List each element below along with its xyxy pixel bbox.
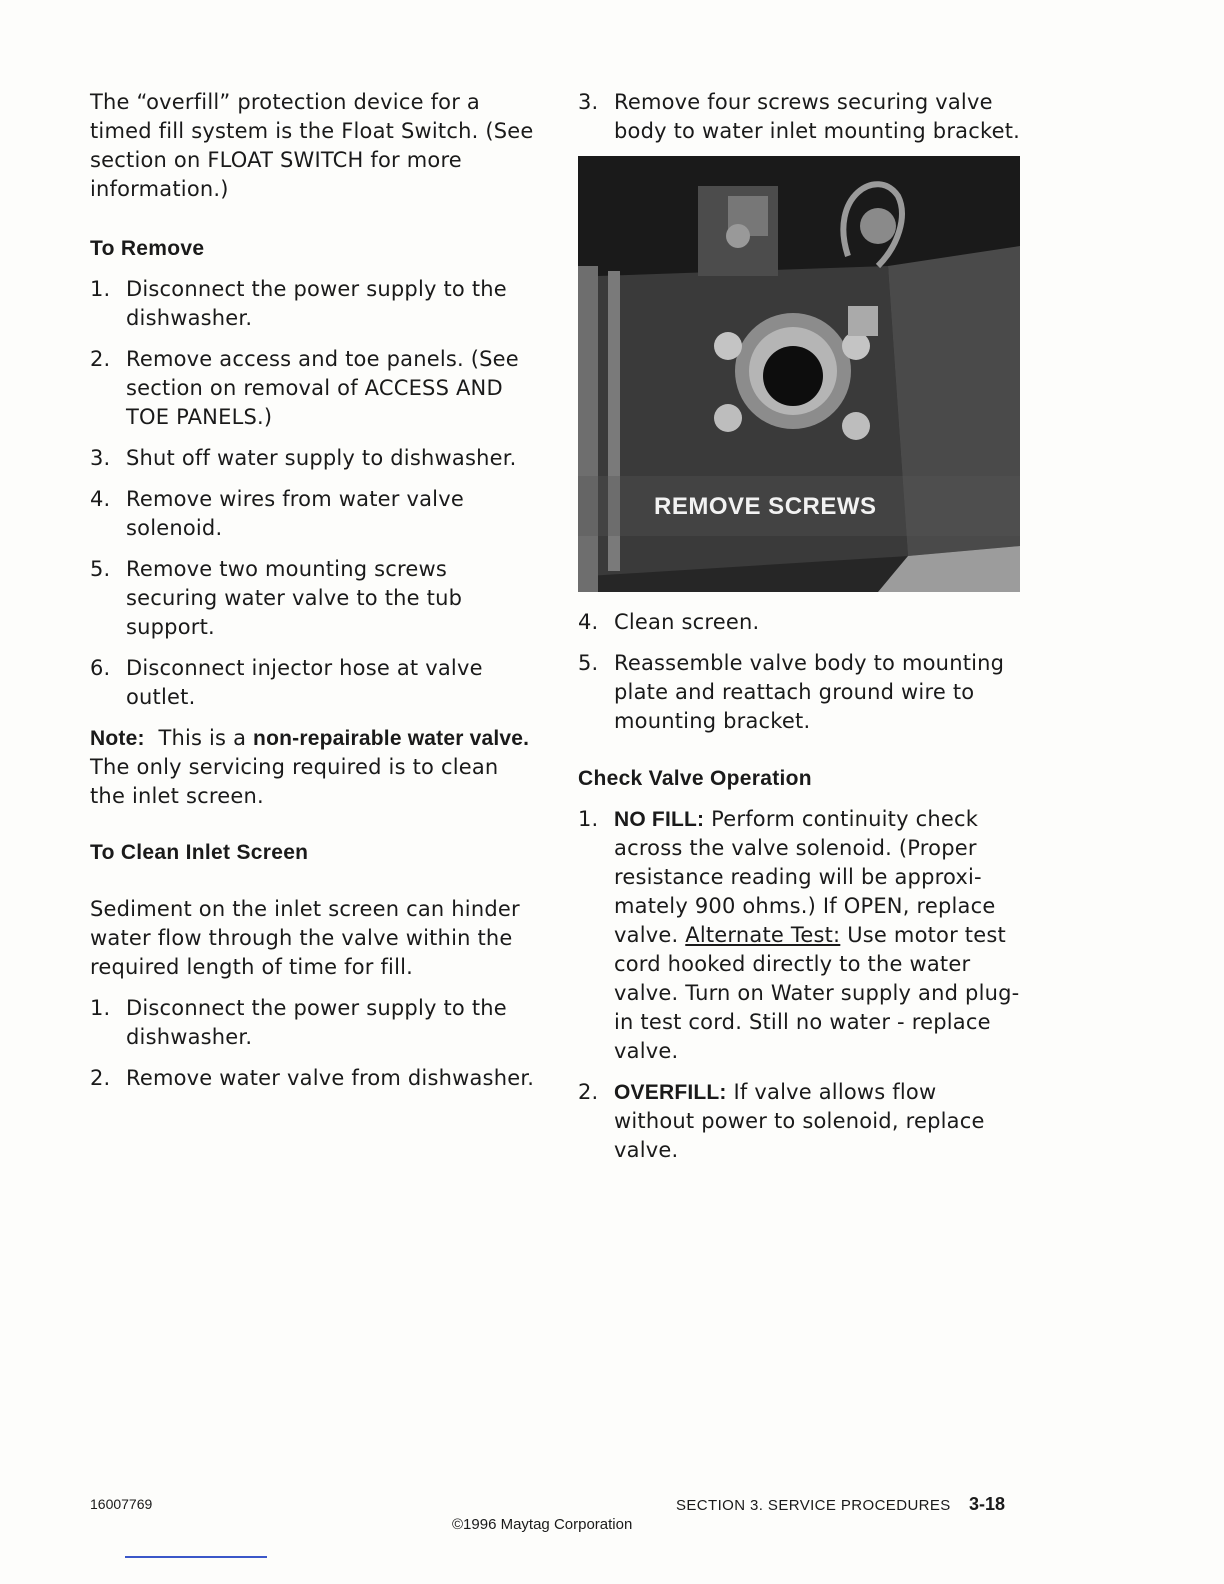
clean-screen-steps-after (578, 608, 1023, 736)
list-item: 1. Disconnect the power supply to the dishwasher. (90, 996, 507, 1049)
list-item: 2. Remove access and toe panels. (See section on removal of ACCESS AND TOE PANELS.) (90, 347, 519, 429)
no-fill-label: NO FILL: (614, 808, 705, 831)
clean-screen-steps-cont (578, 88, 1023, 146)
check-valve-heading: Check Valve Operation (578, 767, 812, 790)
list-item: 1. Disconnect the power supply to the dishwasher. (90, 277, 507, 330)
list-item: 5. Reassemble valve body to mounting plate and reattach ground wire to mounting bracket. (578, 651, 1005, 733)
check-valve-steps (578, 805, 1023, 1165)
page-number: 3-18 (969, 1494, 1006, 1514)
to-remove-heading: To Remove (90, 237, 205, 260)
left-column (90, 88, 540, 1093)
clean-screen-heading: To Clean Inlet Screen (90, 841, 309, 864)
list-item: 3. Shut off water supply to dishwasher. (90, 446, 517, 470)
clean-screen-steps (90, 994, 540, 1093)
list-item: 6. Disconnect injector hose at valve outlet. (90, 656, 483, 709)
document-id: 16007769 (90, 1496, 153, 1512)
list-item: 5. Remove two mounting screws securing water valve to the tub support. (90, 557, 463, 639)
list-item: 3. Remove four screws securing valve body to water inlet mounting bracket. (578, 90, 1021, 143)
list-item: 1. NO FILL: Perform continuity check across the valve solenoid. (Proper resistance reading will be approxi-mately 900 ohms.) If OPEN, replace valve. Alternate Test: Use motor test cord hooked directly to the water valve. Turn on Water supply and plug-in test cord. Still no water - replace valve. (578, 807, 1020, 1063)
overfill-label: OVERFILL: (614, 1081, 727, 1104)
valve-illustration (578, 156, 1020, 592)
list-item: 4. Remove wires from water valve solenoid. (90, 487, 464, 540)
alternate-test-label: Alternate Test: (685, 923, 841, 947)
list-item: 2. Remove water valve from dishwasher. (90, 1066, 535, 1090)
copyright: ©1996 Maytag Corporation (452, 1516, 633, 1533)
clean-screen-paragraph: Sediment on the inlet screen can hinder water flow through the valve within the required length of time for fill. (90, 897, 520, 979)
to-remove-steps (90, 275, 540, 712)
right-column (578, 88, 1023, 1165)
intro-paragraph: The “overfill” protection device for a timed fill system is the Float Switch. (See section on FLOAT SWITCH for more information.) (90, 90, 534, 201)
footer-rule (125, 1556, 267, 1558)
list-item: 4. Clean screen. (578, 610, 760, 634)
section-title: SECTION 3. SERVICE PROCEDURES (676, 1497, 951, 1514)
water-valve-photo (578, 156, 1020, 592)
list-item: 2. OVERFILL: If valve allows flow without power to solenoid, replace valve. (578, 1080, 985, 1162)
remove-screws-label: REMOVE SCREWS (654, 493, 877, 520)
note-paragraph: Note: This is a non-repairable water valve. The only servicing required is to clean the inlet screen. (90, 726, 530, 808)
